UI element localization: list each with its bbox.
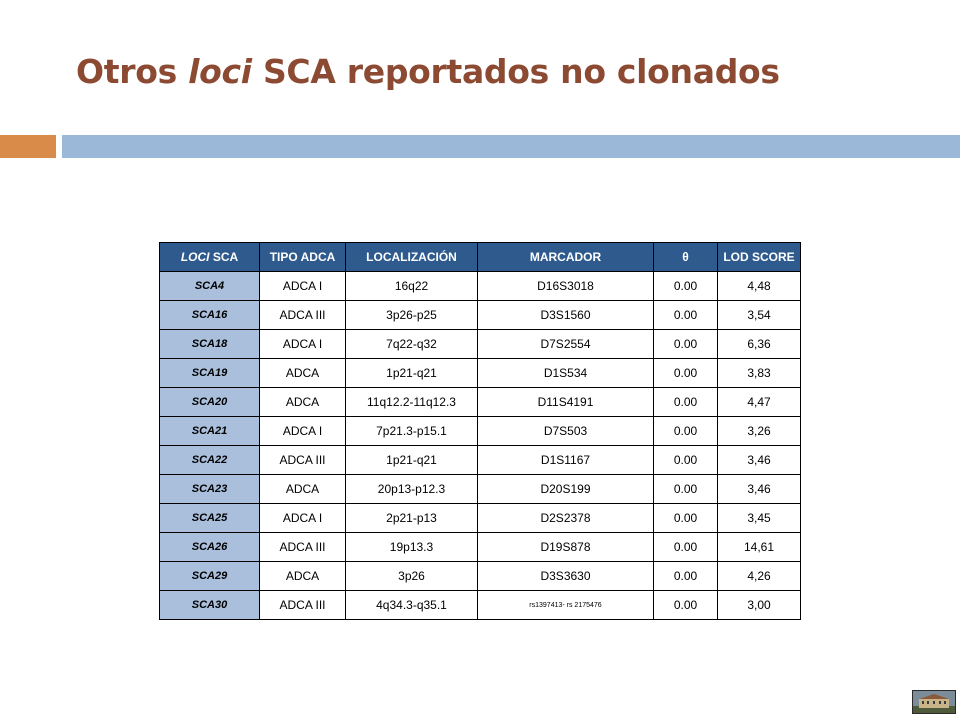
table-row xyxy=(160,417,801,446)
cell-tipo: ADCA xyxy=(260,562,346,591)
cell-marcador: D7S2554 xyxy=(478,330,654,359)
cell-localizacion: 3p26-p25 xyxy=(346,301,478,330)
cell-theta: 0.00 xyxy=(654,388,718,417)
cell-theta: 0.00 xyxy=(654,446,718,475)
cell-locus: SCA16 xyxy=(160,301,260,330)
cell-tipo: ADCA xyxy=(260,388,346,417)
cell-locus: SCA29 xyxy=(160,562,260,591)
cell-locus: SCA21 xyxy=(160,417,260,446)
cell-theta: 0.00 xyxy=(654,301,718,330)
cell-lod: 3,00 xyxy=(718,591,801,620)
cell-localizacion: 11q12.2-11q12.3 xyxy=(346,388,478,417)
cell-theta: 0.00 xyxy=(654,504,718,533)
cell-tipo: ADCA I xyxy=(260,330,346,359)
cell-localizacion: 7p21.3-p15.1 xyxy=(346,417,478,446)
table-row xyxy=(160,301,801,330)
title-part-2-italic: loci xyxy=(188,52,252,91)
cell-marcador: D19S878 xyxy=(478,533,654,562)
header-theta: θ xyxy=(654,243,718,272)
header-marcador: MARCADOR xyxy=(478,243,654,272)
cell-lod: 6,36 xyxy=(718,330,801,359)
cell-lod: 4,48 xyxy=(718,272,801,301)
cell-localizacion: 7q22-q32 xyxy=(346,330,478,359)
accent-bar-blue xyxy=(62,135,960,158)
table-row xyxy=(160,504,801,533)
table-row xyxy=(160,359,801,388)
cell-localizacion: 4q34.3-q35.1 xyxy=(346,591,478,620)
cell-tipo: ADCA III xyxy=(260,533,346,562)
cell-tipo: ADCA I xyxy=(260,417,346,446)
cell-tipo: ADCA I xyxy=(260,272,346,301)
cell-lod: 3,45 xyxy=(718,504,801,533)
cell-lod: 3,54 xyxy=(718,301,801,330)
cell-lod: 3,46 xyxy=(718,446,801,475)
cell-tipo: ADCA III xyxy=(260,591,346,620)
header-lod-score: LOD SCORE xyxy=(718,243,801,272)
table-row xyxy=(160,475,801,504)
cell-marcador: rs1397413- rs 2175476 xyxy=(478,591,654,620)
cell-theta: 0.00 xyxy=(654,533,718,562)
title-part-3: SCA reportados no clonados xyxy=(251,52,780,91)
cell-locus: SCA25 xyxy=(160,504,260,533)
cell-localizacion: 2p21-p13 xyxy=(346,504,478,533)
table-row xyxy=(160,562,801,591)
cell-theta: 0.00 xyxy=(654,330,718,359)
slide-title xyxy=(76,52,780,91)
cell-locus: SCA22 xyxy=(160,446,260,475)
cell-locus: SCA4 xyxy=(160,272,260,301)
cell-tipo: ADCA xyxy=(260,359,346,388)
cell-marcador: D3S1560 xyxy=(478,301,654,330)
title-part-1: Otros xyxy=(76,52,189,91)
cell-localizacion: 3p26 xyxy=(346,562,478,591)
cell-locus: SCA18 xyxy=(160,330,260,359)
building-thumbnail-image xyxy=(912,690,956,714)
cell-lod: 3,26 xyxy=(718,417,801,446)
cell-locus: SCA20 xyxy=(160,388,260,417)
table-row xyxy=(160,272,801,301)
cell-theta: 0.00 xyxy=(654,272,718,301)
cell-theta: 0.00 xyxy=(654,359,718,388)
header-tipo-adca: TIPO ADCA xyxy=(260,243,346,272)
cell-localizacion: 1p21-q21 xyxy=(346,446,478,475)
cell-marcador: D2S2378 xyxy=(478,504,654,533)
table-row xyxy=(160,591,801,620)
header-loci-rest: SCA xyxy=(209,250,239,264)
header-loci-sca xyxy=(160,243,260,272)
cell-tipo: ADCA I xyxy=(260,504,346,533)
cell-marcador: D20S199 xyxy=(478,475,654,504)
cell-theta: 0.00 xyxy=(654,417,718,446)
cell-lod: 4,26 xyxy=(718,562,801,591)
cell-lod: 3,46 xyxy=(718,475,801,504)
table-row xyxy=(160,533,801,562)
table-row xyxy=(160,330,801,359)
cell-lod: 3,83 xyxy=(718,359,801,388)
header-loci-italic: LOCI xyxy=(180,250,210,264)
cell-marcador: D11S4191 xyxy=(478,388,654,417)
cell-localizacion: 19p13.3 xyxy=(346,533,478,562)
cell-marcador: D1S534 xyxy=(478,359,654,388)
cell-marcador: D3S3630 xyxy=(478,562,654,591)
cell-localizacion: 1p21-q21 xyxy=(346,359,478,388)
cell-tipo: ADCA III xyxy=(260,446,346,475)
cell-tipo: ADCA III xyxy=(260,301,346,330)
table-header-row xyxy=(160,243,801,272)
building-thumbnail-graphic xyxy=(913,691,955,713)
cell-theta: 0.00 xyxy=(654,562,718,591)
cell-marcador: D1S1167 xyxy=(478,446,654,475)
cell-localizacion: 20p13-p12.3 xyxy=(346,475,478,504)
cell-locus: SCA26 xyxy=(160,533,260,562)
cell-locus: SCA30 xyxy=(160,591,260,620)
cell-theta: 0.00 xyxy=(654,591,718,620)
cell-localizacion: 16q22 xyxy=(346,272,478,301)
cell-locus: SCA23 xyxy=(160,475,260,504)
loci-table xyxy=(159,242,801,620)
header-localizacion: LOCALIZACIÓN xyxy=(346,243,478,272)
cell-lod: 4,47 xyxy=(718,388,801,417)
table-row xyxy=(160,388,801,417)
cell-marcador: D7S503 xyxy=(478,417,654,446)
cell-tipo: ADCA xyxy=(260,475,346,504)
table-row xyxy=(160,446,801,475)
cell-lod: 14,61 xyxy=(718,533,801,562)
cell-marcador: D16S3018 xyxy=(478,272,654,301)
accent-bar-orange xyxy=(0,135,56,158)
cell-theta: 0.00 xyxy=(654,475,718,504)
cell-locus: SCA19 xyxy=(160,359,260,388)
